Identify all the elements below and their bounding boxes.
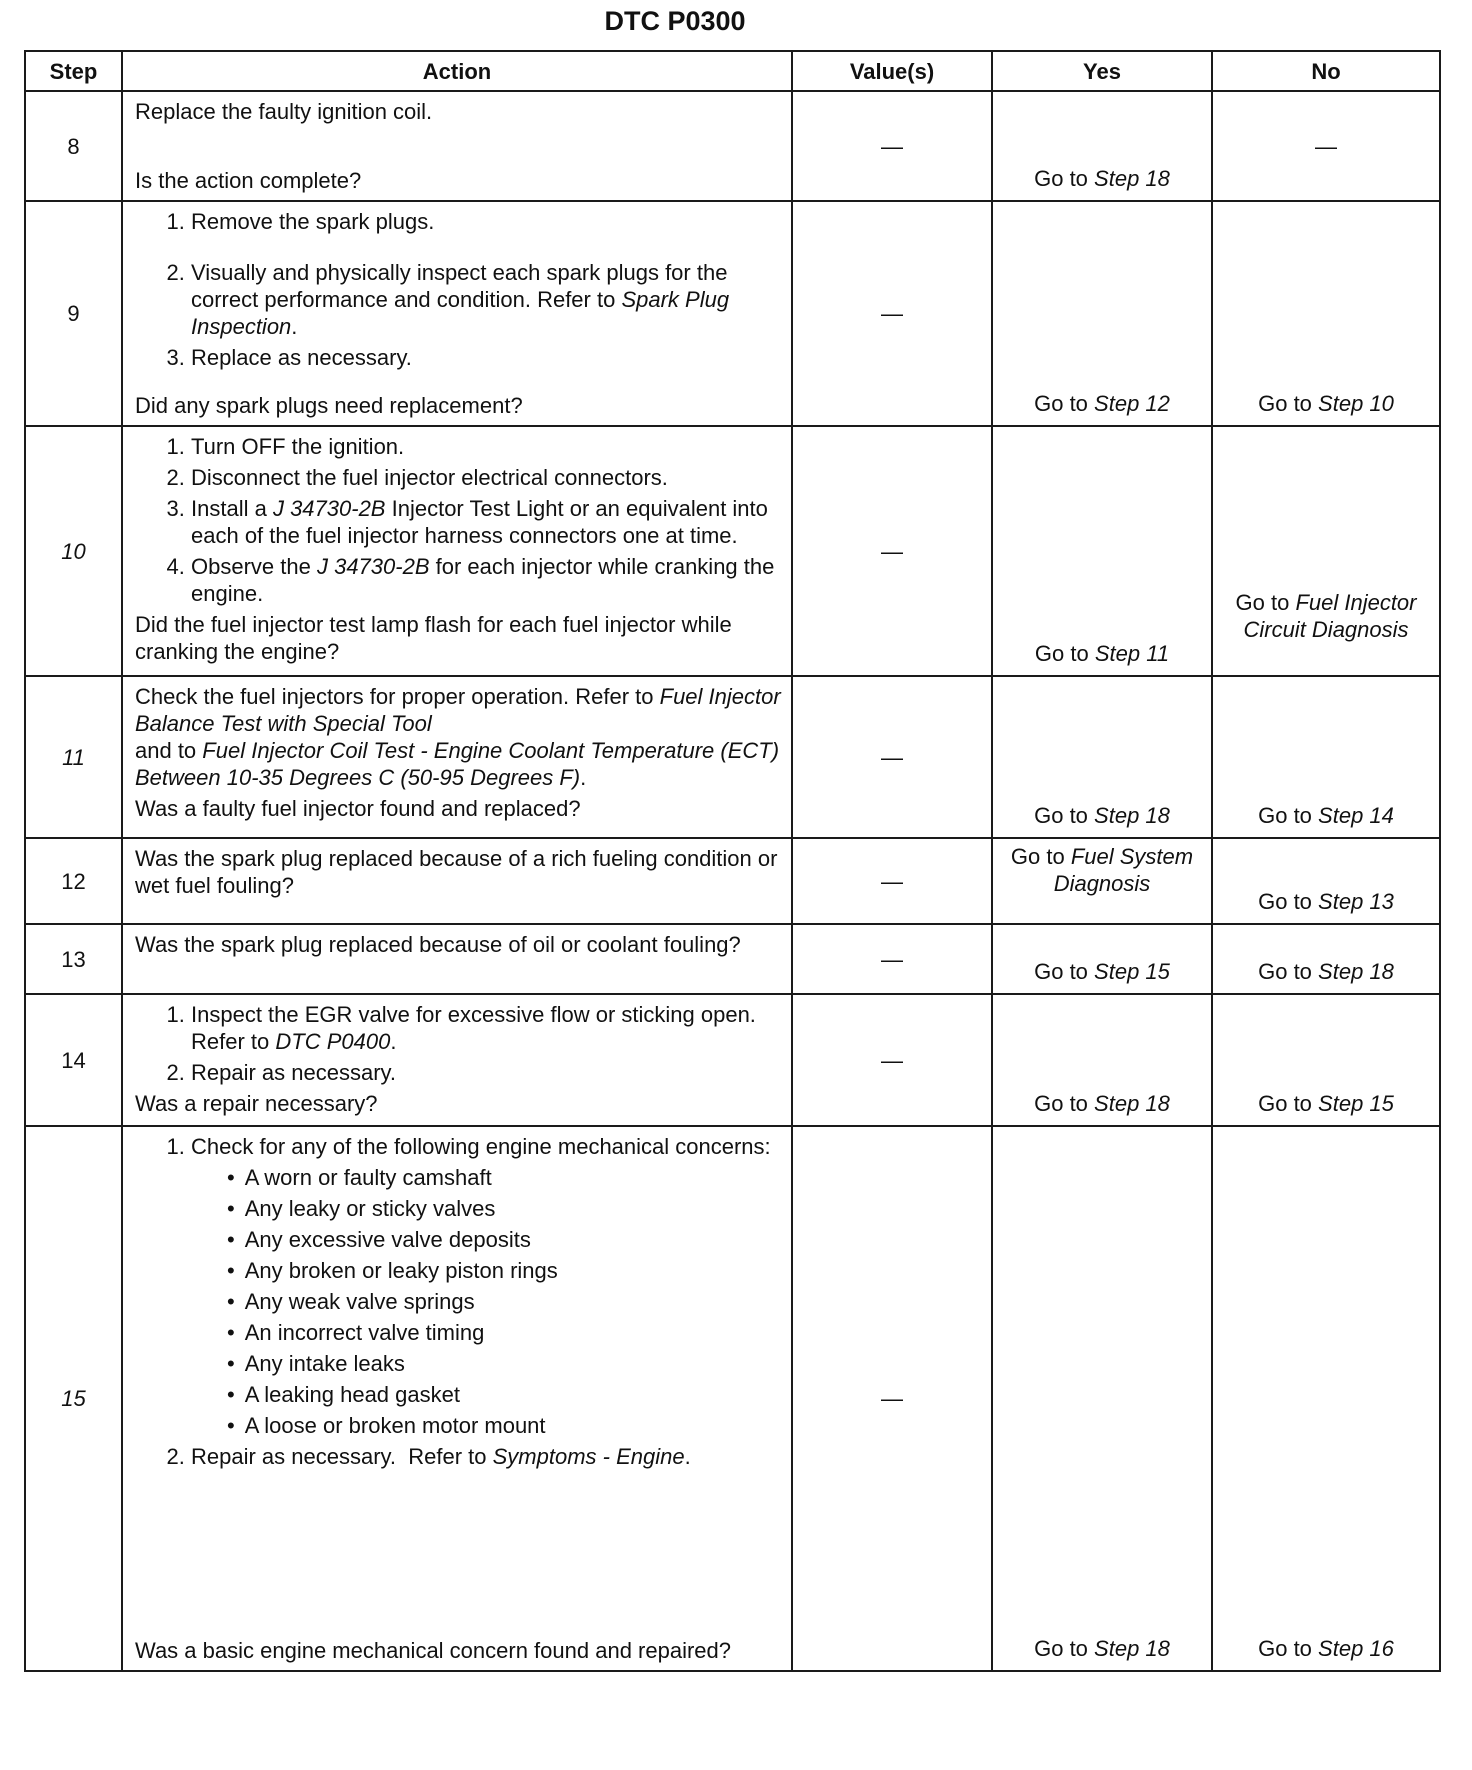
action-cell: [122, 994, 792, 1126]
list-item: • A worn or faulty camshaft: [227, 1164, 783, 1191]
action-cell: [122, 91, 792, 201]
action-cell: Was the spark plug replaced because of oil or coolant fouling?: [122, 924, 792, 994]
no-target: Step 16: [1318, 1636, 1394, 1661]
go-to-label: Go to: [1034, 1091, 1088, 1116]
go-to-label: Go to: [1258, 959, 1312, 984]
yes-target: Fuel System Diagnosis: [1053, 844, 1194, 896]
step-number: 13: [25, 924, 122, 994]
yes-target: Step 18: [1094, 1091, 1170, 1116]
list-item: • Any leaky or sticky valves: [227, 1195, 783, 1222]
action-cell: [122, 426, 792, 676]
list-item: • A loose or broken motor mount: [227, 1412, 783, 1439]
action-item: 1. Check for any of the following engine mechanical concerns: • A worn or faulty camshaft • Any leaky or sticky valves • Any excessive valve deposits • Any broken or leaky piston rings • Any weak valve springs • An incorrect valve timing • Any intake leaks • A leaking head gasket • A loose or broken motor mount: [191, 1133, 783, 1439]
step-number: 9: [25, 201, 122, 426]
step-number: 10: [25, 426, 122, 676]
go-to-label: Go to: [1258, 889, 1312, 914]
go-to-label: Go to: [1034, 1636, 1088, 1661]
action-question: Was a basic engine mechanical concern found and repaired?: [135, 1638, 731, 1663]
yes-cell: [992, 426, 1212, 676]
no-target: Step 18: [1318, 959, 1394, 984]
header-values: Value(s): [792, 51, 992, 91]
reference-link: DTC P0400: [275, 1029, 391, 1054]
list-item: • Any broken or leaky piston rings: [227, 1257, 783, 1284]
value-cell: —: [792, 426, 992, 676]
list-item: • Any excessive valve deposits: [227, 1226, 783, 1253]
action-item: 3. Install a J 34730-2B Injector Test Light or an equivalent into each of the fuel injector harness connectors one at time.: [191, 495, 783, 549]
yes-target: Step 18: [1094, 1636, 1170, 1661]
action-cell: [122, 1126, 792, 1671]
table-row: [25, 676, 1440, 838]
value-cell: —: [792, 994, 992, 1126]
go-to-label: Go to: [1258, 803, 1312, 828]
table-row: [25, 426, 1440, 676]
action-item: 3. Replace as necessary.: [191, 344, 783, 371]
no-cell: [1212, 924, 1440, 994]
no-target: Fuel Injector Circuit Diagnosis: [1243, 590, 1417, 642]
reference-link: Fuel Injector Coil Test - Engine Coolant Temperature (ECT) Between 10-35 Degrees C (50-95 Degrees F): [135, 738, 780, 790]
no-target: Step 14: [1318, 803, 1394, 828]
action-item: 2. Disconnect the fuel injector electrical connectors.: [191, 464, 783, 491]
yes-target: Step 15: [1094, 959, 1170, 984]
go-to-label: Go to: [1034, 959, 1088, 984]
action-text: Check the fuel injectors for proper operation. Refer to Fuel Injector Balance Test with Special Tool and to Fuel Injector Coil Test - Engine Coolant Temperature (ECT) Between 10-35 Degrees C (50-95 Degrees F).: [135, 684, 781, 790]
yes-target: Step 18: [1094, 803, 1170, 828]
action-cell: Was the spark plug replaced because of a rich fueling condition or wet fuel fouling?: [122, 838, 792, 924]
yes-target: Step 18: [1094, 166, 1170, 191]
action-cell: [122, 201, 792, 426]
go-to-label: Go to: [1034, 391, 1088, 416]
action-item: 1. Inspect the EGR valve for excessive flow or sticking open. Refer to DTC P0400.: [191, 1001, 783, 1055]
action-item: 2. Visually and physically inspect each spark plugs for the correct performance and condition. Refer to Spark Plug Inspection.: [191, 259, 783, 340]
header-no: No: [1212, 51, 1440, 91]
step-number: 11: [25, 676, 122, 838]
list-item: • A leaking head gasket: [227, 1381, 783, 1408]
action-question: Was a repair necessary?: [135, 1091, 378, 1116]
go-to-label: Go to: [1258, 1091, 1312, 1116]
action-cell: [122, 676, 792, 838]
header-step: Step: [25, 51, 122, 91]
yes-cell: [992, 1126, 1212, 1671]
reference-link: Symptoms - Engine: [492, 1444, 685, 1469]
list-item: • Any intake leaks: [227, 1350, 783, 1377]
table-row: [25, 924, 1440, 994]
table-row: [25, 994, 1440, 1126]
no-target: Step 13: [1318, 889, 1394, 914]
tool-name: J 34730-2B: [272, 496, 386, 521]
action-item: 1. Turn OFF the ignition.: [191, 433, 783, 460]
go-to-label: Go to: [1034, 641, 1089, 666]
value-cell: —: [792, 676, 992, 838]
go-to-label: Go to: [1034, 166, 1088, 191]
action-question: Did the fuel injector test lamp flash for each fuel injector while cranking the engine?: [135, 612, 732, 664]
no-target: Step 10: [1318, 391, 1394, 416]
concern-list: [191, 1164, 783, 1439]
value-cell: —: [792, 924, 992, 994]
reference-link: Spark Plug Inspection: [191, 287, 730, 339]
yes-cell: [992, 924, 1212, 994]
yes-cell: [992, 676, 1212, 838]
no-cell: [1212, 201, 1440, 426]
value-cell: —: [792, 201, 992, 426]
action-text: Replace the faulty ignition coil.: [135, 99, 433, 124]
no-cell: —: [1212, 91, 1440, 201]
go-to-label: Go to: [1235, 590, 1290, 615]
value-cell: —: [792, 838, 992, 924]
no-target: Step 15: [1318, 1091, 1394, 1116]
table-row: [25, 838, 1440, 924]
no-cell: [1212, 1126, 1440, 1671]
value-cell: —: [792, 1126, 992, 1671]
step-number: 12: [25, 838, 122, 924]
go-to-label: Go to: [1010, 844, 1065, 869]
header-yes: Yes: [992, 51, 1212, 91]
action-question: Is the action complete?: [135, 168, 362, 193]
dtc-table: [24, 50, 1441, 1672]
go-to-label: Go to: [1258, 1636, 1312, 1661]
no-cell: [1212, 994, 1440, 1126]
action-item: 4. Observe the J 34730-2B for each injector while cranking the engine.: [191, 553, 783, 607]
list-item: • Any weak valve springs: [227, 1288, 783, 1315]
tool-name: J 34730-2B: [316, 554, 430, 579]
header-action: Action: [122, 51, 792, 91]
step-number: 8: [25, 91, 122, 201]
table-row: [25, 201, 1440, 426]
no-cell: [1212, 838, 1440, 924]
list-item: • An incorrect valve timing: [227, 1319, 783, 1346]
go-to-label: Go to: [1034, 803, 1088, 828]
action-item: 2. Repair as necessary.: [191, 1059, 783, 1086]
reference-link: Fuel Injector Balance Test with Special Tool: [135, 684, 781, 736]
action-question: Was a faulty fuel injector found and replaced?: [135, 796, 581, 821]
no-cell: [1212, 676, 1440, 838]
yes-cell: [992, 838, 1212, 924]
yes-cell: [992, 201, 1212, 426]
header-row: [25, 51, 1440, 91]
action-item: 2. Repair as necessary. Refer to Symptoms - Engine.: [191, 1443, 783, 1470]
go-to-label: Go to: [1258, 391, 1312, 416]
table-row: [25, 1126, 1440, 1671]
action-question: Did any spark plugs need replacement?: [135, 393, 523, 418]
action-item: 1. Remove the spark plugs.: [191, 208, 783, 235]
value-cell: —: [792, 91, 992, 201]
step-number: 15: [25, 1126, 122, 1671]
yes-target: Step 12: [1094, 391, 1170, 416]
table-row: [25, 91, 1440, 201]
yes-target: Step 11: [1094, 641, 1170, 666]
yes-cell: [992, 91, 1212, 201]
yes-cell: [992, 994, 1212, 1126]
no-cell: [1212, 426, 1440, 676]
step-number: 14: [25, 994, 122, 1126]
page-title: DTC P0300: [604, 6, 746, 36]
